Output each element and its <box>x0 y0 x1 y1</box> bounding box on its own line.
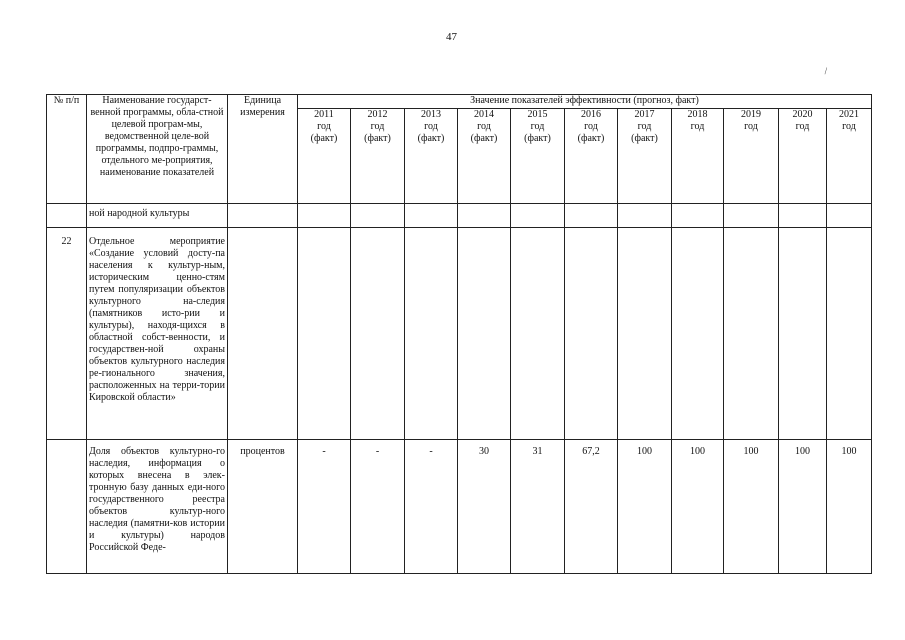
value-cell: 100 <box>672 440 724 574</box>
header-name: Наименование государст-венной программы, обла-стной целевой програм-мы, ведомственной целе-вой программы, подпро-граммы, отдельного ме-роприятия, наименование показателей <box>87 95 228 204</box>
value-cell <box>618 228 672 440</box>
year-header: 2020 год <box>779 109 827 204</box>
value-cell <box>405 204 458 228</box>
value-cell: 100 <box>618 440 672 574</box>
value-cell <box>405 228 458 440</box>
row-unit <box>228 228 298 440</box>
value-cell <box>672 204 724 228</box>
value-cell <box>511 204 565 228</box>
value-cell: - <box>351 440 405 574</box>
value-cell <box>565 204 618 228</box>
page-number: 47 <box>446 31 457 43</box>
year-header: 2014 год (факт) <box>458 109 511 204</box>
value-cell <box>298 228 351 440</box>
year-header: 2015 год (факт) <box>511 109 565 204</box>
value-cell <box>565 228 618 440</box>
value-cell <box>827 228 872 440</box>
value-cell <box>511 228 565 440</box>
value-cell <box>618 204 672 228</box>
year-header: 2021 год <box>827 109 872 204</box>
header-values-title: Значение показателей эффективности (прогноз, факт) <box>298 95 872 109</box>
row-num <box>47 204 87 228</box>
row-name: Отдельное мероприятие «Создание условий досту-па населения к культур-ным, историческим ценно-стям путем популяризации объектов культурного на-следия (памятников исто-рии и культуры), находя-щихся в областной собст-венности, и государствен-ной охраны объектов культурного наследия ре-гионального значения, расположенных на терри-тории Кировской области» <box>87 228 228 440</box>
row-num <box>47 440 87 574</box>
value-cell <box>351 228 405 440</box>
value-cell <box>779 228 827 440</box>
year-header: 2012 год (факт) <box>351 109 405 204</box>
value-cell <box>298 204 351 228</box>
row-unit: процентов <box>228 440 298 574</box>
header-num: № п/п <box>47 95 87 204</box>
value-cell <box>458 204 511 228</box>
corner-mark: \ <box>821 66 830 77</box>
row-unit <box>228 204 298 228</box>
year-header: 2018 год <box>672 109 724 204</box>
year-header: 2013 год (факт) <box>405 109 458 204</box>
header-unit: Единица измерения <box>228 95 298 204</box>
value-cell <box>351 204 405 228</box>
value-cell: 100 <box>724 440 779 574</box>
value-cell <box>672 228 724 440</box>
value-cell: 67,2 <box>565 440 618 574</box>
value-cell <box>724 228 779 440</box>
year-header: 2011 год (факт) <box>298 109 351 204</box>
year-header: 2016 год (факт) <box>565 109 618 204</box>
year-header: 2017 год (факт) <box>618 109 672 204</box>
value-cell <box>827 204 872 228</box>
value-cell: 30 <box>458 440 511 574</box>
value-cell: 31 <box>511 440 565 574</box>
value-cell <box>779 204 827 228</box>
row-name: ной народной культуры <box>87 204 228 228</box>
value-cell: 100 <box>779 440 827 574</box>
value-cell: - <box>405 440 458 574</box>
value-cell: 100 <box>827 440 872 574</box>
value-cell: - <box>298 440 351 574</box>
row-num: 22 <box>47 228 87 440</box>
year-header: 2019 год <box>724 109 779 204</box>
indicators-table <box>46 94 872 574</box>
value-cell <box>458 228 511 440</box>
row-name: Доля объектов культурно-го наследия, информация о которых внесена в элек-тронную базу данных еди-ного государственного реестра объектов культур-ного наследия (памятни-ков истории и культуры) народов Российской Феде- <box>87 440 228 574</box>
value-cell <box>724 204 779 228</box>
